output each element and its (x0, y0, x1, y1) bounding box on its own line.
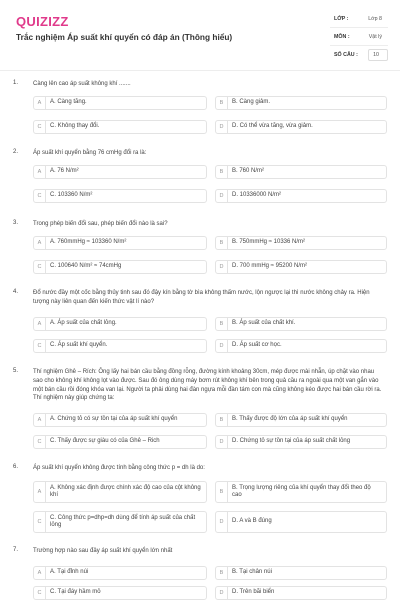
meta-value: 10 (373, 52, 379, 58)
option-letter: B (216, 97, 228, 109)
option-letter: B (216, 414, 228, 426)
option-text: A. Tại đỉnh núi (50, 569, 89, 576)
option-text: C. Công thức p=dhp=dh dùng để tính áp suất của chất lỏng (50, 514, 196, 528)
option-text: A. Chứng tỏ có sự tồn tại của áp suất khí quyển (50, 416, 178, 423)
option-text: B. Trọng lượng riêng của khí quyển thay đổi theo độ cao (232, 484, 371, 498)
option-text: C. Tại đáy hầm mỏ (50, 589, 101, 596)
option-text: B. Áp suất của chất khí. (232, 320, 296, 327)
option-letter: C (34, 121, 46, 133)
question-number: 4. (13, 289, 19, 295)
question-number: 2. (13, 149, 19, 155)
option-letter: B (216, 567, 228, 579)
option-text: C. Không thay đổi. (50, 123, 100, 130)
option-c[interactable] (33, 435, 207, 449)
option-letter: A (34, 237, 46, 249)
option-text: A. Không xác định được chính xác độ cao của cột không khí (50, 484, 201, 498)
option-text: B. Tại chân núi (232, 569, 272, 576)
option-letter: D (216, 340, 228, 352)
option-text: D. 700 mmHg ≈ 95200 N/m² (232, 263, 307, 270)
option-c[interactable] (33, 189, 207, 203)
option-b[interactable] (215, 481, 387, 503)
meta-label: LỚP : (334, 16, 349, 22)
option-a[interactable] (33, 317, 207, 331)
option-d[interactable] (215, 511, 387, 533)
meta-row-subject (330, 31, 388, 46)
option-letter: D (216, 436, 228, 448)
meta-row-class (330, 13, 388, 28)
worksheet-header (0, 0, 400, 68)
option-c[interactable] (33, 511, 207, 533)
meta-label: SỐ CÂU : (334, 52, 358, 58)
option-b[interactable] (215, 96, 387, 110)
option-text: A. Càng tăng. (50, 99, 87, 106)
option-a[interactable] (33, 566, 207, 580)
option-d[interactable] (215, 189, 387, 203)
quizizz-logo: QUIZIZZ (16, 14, 69, 29)
option-letter: B (216, 166, 228, 178)
option-letter: A (34, 318, 46, 330)
header-divider (0, 70, 400, 71)
option-letter: A (34, 166, 46, 178)
option-text: D. Áp suất cơ học. (232, 342, 282, 349)
question-text: Trong phép biến đổi sau, phép biến đổi nào là sai? (33, 221, 168, 227)
question-text: Thí nghiệm Ghê – Rích: Ông lấy hai bán cầu bằng đồng rỗng, đường kính khoảng 30cm, mép được mài nhẵn, úp chặt vào nhau sao cho không khí không lọt vào được. Sau đó ông dùng máy bơm rút không khí bên trong quả cầu ra ngoài qua một van gắn vào một bán cầu rồi đóng khóa van lại. Người ta phải dùng hai đàn ngựa mỗi đàn tám con mà cũng không kéo được hai bán cầu rời ra. Thí nghiệm này giúp chứng ta: (33, 369, 382, 402)
option-d[interactable] (215, 339, 387, 353)
option-text: D. Có thể vừa tăng, vừa giảm. (232, 123, 313, 130)
option-letter: A (34, 567, 46, 579)
question-number: 3. (13, 220, 19, 226)
option-text: C. Thấy được sự giàu có của Ghê – Rich (50, 438, 160, 445)
option-text: B. 760 N/m² (232, 168, 265, 175)
option-a[interactable] (33, 236, 207, 250)
option-text: D. Trên bãi biển (232, 589, 275, 596)
option-text: A. 76 N/m² (50, 168, 79, 175)
option-c[interactable] (33, 586, 207, 600)
page-title: Trắc nghiệm Áp suất khí quyển có đáp án (Thông hiểu) (16, 32, 233, 42)
option-letter: C (34, 436, 46, 448)
option-a[interactable] (33, 165, 207, 179)
option-c[interactable] (33, 260, 207, 274)
option-c[interactable] (33, 120, 207, 134)
option-text: D. 10336000 N/m² (232, 192, 282, 199)
option-letter: D (216, 587, 228, 599)
option-letter: A (34, 414, 46, 426)
question-number: 7. (13, 547, 19, 553)
option-text: D. Chứng tỏ sự tồn tại của áp suất chất lỏng (232, 438, 351, 445)
option-letter: C (34, 512, 46, 532)
question-number: 1. (13, 80, 19, 86)
option-letter: C (34, 261, 46, 273)
option-c[interactable] (33, 339, 207, 353)
meta-row-count (330, 49, 388, 64)
option-b[interactable] (215, 413, 387, 427)
option-a[interactable] (33, 96, 207, 110)
option-letter: D (216, 121, 228, 133)
option-letter: A (34, 97, 46, 109)
question-text: Càng lên cao áp suất không khí ....... (33, 81, 131, 87)
option-text: C. Áp suất khí quyển. (50, 342, 108, 349)
option-text: A. Áp suất của chất lỏng. (50, 320, 117, 327)
question-text: Trường hợp nào sau đây áp suất khí quyển lớn nhất (33, 548, 173, 554)
option-text: B. 750mmHg ≈ 10336 N/m² (232, 239, 305, 246)
option-d[interactable] (215, 435, 387, 449)
option-text: C. 103360 N/m² (50, 192, 93, 199)
option-b[interactable] (215, 566, 387, 580)
meta-label: MÔN : (334, 34, 350, 40)
question-text: Đổ nước đầy một cốc bằng thủy tinh sau đó đậy kín bằng tờ bìa không thấm nước, lộn ngược lại thì nước không chảy ra. Hiện tượng này liên quan đến kiến thức vật lí nào? (33, 290, 370, 305)
option-b[interactable] (215, 317, 387, 331)
option-text: C. 100640 N/m² ≈ 74cmHg (50, 263, 122, 270)
option-letter: D (216, 261, 228, 273)
question-number: 6. (13, 464, 19, 470)
option-letter: D (216, 512, 228, 532)
option-letter: C (34, 340, 46, 352)
option-b[interactable] (215, 236, 387, 250)
question-text: Áp suất khí quyển không được tính bằng công thức p = dh là do: (33, 465, 205, 471)
option-letter: C (34, 190, 46, 202)
option-b[interactable] (215, 165, 387, 179)
option-letter: B (216, 482, 228, 502)
option-text: A. 760mmHg ≈ 103360 N/m² (50, 239, 127, 246)
option-letter: D (216, 190, 228, 202)
option-a[interactable] (33, 481, 207, 503)
option-d[interactable] (215, 586, 387, 600)
option-text: D. A và B đúng (232, 518, 272, 525)
option-letter: B (216, 318, 228, 330)
option-d[interactable] (215, 260, 387, 274)
option-letter: C (34, 587, 46, 599)
option-d[interactable] (215, 120, 387, 134)
option-text: B. Thấy được độ lớn của áp suất khí quyển (232, 416, 348, 423)
meta-value: Vật lý (368, 34, 382, 40)
option-text: B. Càng giảm. (232, 99, 271, 106)
meta-table (330, 13, 388, 64)
option-a[interactable] (33, 413, 207, 427)
option-letter: B (216, 237, 228, 249)
meta-value: Lớp 8 (368, 16, 382, 22)
option-letter: A (34, 482, 46, 502)
question-number: 5. (13, 368, 19, 374)
question-text: Áp suất khí quyển bằng 76 cmHg đổi ra là: (33, 150, 147, 156)
